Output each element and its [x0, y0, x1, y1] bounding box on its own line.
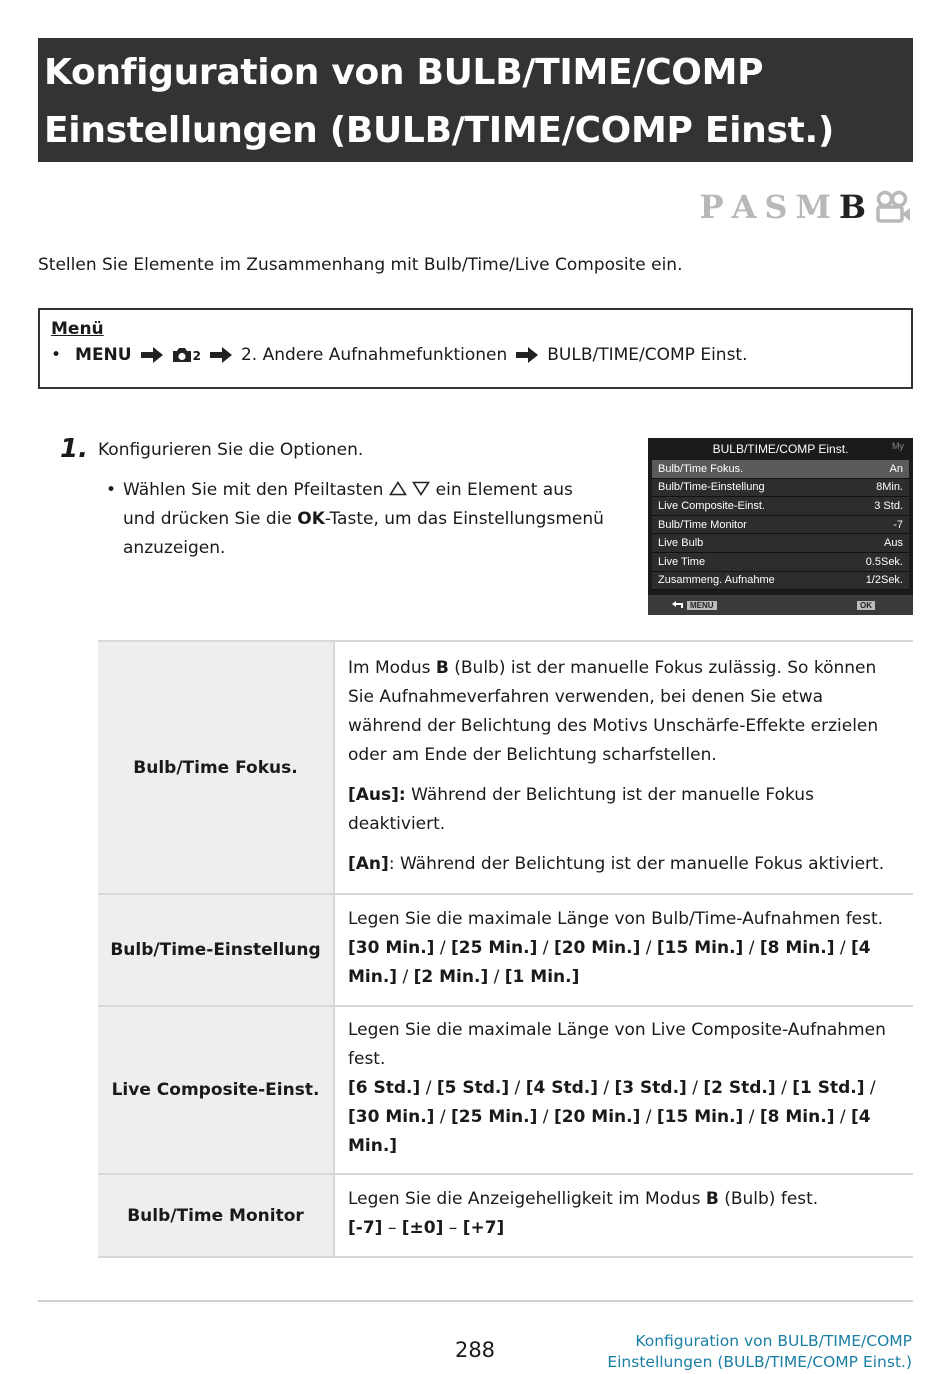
arrow-right-icon [515, 347, 539, 363]
description-paragraph [348, 654, 901, 770]
text-run: (Bulb) fest. [718, 1189, 819, 1209]
option-value: [6 Std.] [348, 1078, 421, 1098]
text-run: Im Modus [348, 657, 436, 678]
option-value: [1 Min.] [504, 967, 580, 987]
text-run: : Während der Belichtung ist der manuelle Fokus aktiviert. [388, 853, 885, 874]
option-value: [8 Min.] [759, 1107, 835, 1127]
setting-description [334, 1006, 913, 1174]
camera-menu-title: BULB/TIME/COMP Einst. [712, 442, 849, 456]
option-value: [4 Std.] [525, 1078, 598, 1098]
camera-menu-row-label: Live Composite-Einst. [658, 499, 765, 512]
camera-menu-row [652, 460, 909, 479]
option-value: [4 Min.] [348, 938, 871, 987]
option-separator: / [420, 1078, 437, 1098]
setting-description [334, 641, 913, 894]
footer-divider [38, 1300, 913, 1302]
page-title-line-1: Konfiguration von BULB/TIME/COMP [44, 52, 764, 93]
option-value: [8 Min.] [759, 938, 835, 958]
description-line: Legen Sie die maximale Länge von Bulb/Time-Aufnahmen fest. [348, 909, 884, 929]
option-separator: / [537, 1107, 554, 1127]
option-value: [4 Min.] [348, 1107, 871, 1156]
option-separator: / [834, 1107, 852, 1127]
description-line [348, 1185, 901, 1214]
option-value: [2 Std.] [703, 1078, 776, 1098]
option-separator: / [775, 1078, 793, 1098]
option-separator: / [834, 938, 852, 958]
brightness-range [348, 1214, 901, 1243]
camera-menu-screenshot [648, 438, 913, 615]
camera-menu-row-value: 0.5Sek. [865, 555, 903, 568]
option-value: [5 Std.] [436, 1078, 510, 1098]
page-title-line-2: Einstellungen (BULB/TIME/COMP Einst.) [44, 110, 835, 151]
mode-m-indicator: M [795, 188, 831, 226]
option-separator: / [488, 967, 505, 987]
option-separator: / [743, 938, 760, 958]
arrow-up-icon [389, 481, 407, 496]
camera-menu-row [652, 516, 909, 535]
option-term: [Aus]: [348, 784, 406, 805]
description-line: Legen Sie die maximale Länge von Live Composite-Aufnahmen fest. [348, 1020, 886, 1069]
camera-menu-row [652, 553, 909, 572]
option-separator: / [537, 938, 554, 958]
shooting-mode-indicators [700, 187, 912, 227]
camera-menu-row-value: 3 Std. [874, 499, 903, 512]
ok-key-label: OK [297, 509, 325, 529]
setting-label: Live Composite-Einst. [98, 1006, 334, 1174]
option-value: [15 Min.] [656, 1107, 744, 1127]
option-value: [15 Min.] [656, 938, 744, 958]
menu-heading: Menü [51, 319, 104, 339]
camera-menu-footer [648, 595, 913, 615]
arrow-down-icon [412, 481, 430, 496]
option-value: [25 Min.] [450, 938, 538, 958]
return-arrow-icon [672, 601, 684, 610]
option-separator: / [597, 1078, 615, 1098]
camera-menu-row-label: Bulb/Time Fokus. [658, 462, 744, 475]
option-value: [25 Min.] [450, 1107, 538, 1127]
option-value: [30 Min.] [348, 938, 435, 958]
camera-menu-row-value: 8Min. [876, 481, 903, 494]
table-row [98, 1006, 913, 1174]
camera-back-hint [672, 601, 717, 610]
step-bullet-pre: Wählen Sie mit den Pfeiltasten [123, 480, 384, 500]
camera-menu-row-value: 1/2Sek. [865, 574, 903, 587]
mode-a-indicator: A [731, 188, 757, 226]
camera-menu-list [652, 460, 909, 590]
menu-path-start: MENU [75, 345, 132, 365]
option-value: [2 Min.] [413, 967, 489, 987]
menu-path-step: 2. Andere Aufnahmefunktionen [240, 345, 508, 365]
range-min: [-7] [348, 1218, 383, 1238]
step-text: Konfigurieren Sie die Optionen. [98, 440, 364, 460]
arrow-right-icon [209, 347, 233, 363]
option-separator: / [640, 1107, 657, 1127]
text-run: Während der Belichtung ist der manuelle Fokus deaktiviert. [348, 784, 814, 834]
table-row [98, 1174, 913, 1257]
camera-menu-row-value: -7 [893, 518, 903, 531]
option-aus-paragraph [348, 781, 901, 839]
range-separator: – [382, 1218, 402, 1238]
mode-s-indicator: S [764, 188, 788, 226]
camera-icon [172, 347, 201, 363]
text-run: Legen Sie die Anzeigehelligkeit im Modus [348, 1189, 706, 1209]
camera-menu-row-label: Bulb/Time-Einstellung [658, 481, 765, 494]
setting-label: Bulb/Time-Einstellung [98, 894, 334, 1006]
arrow-right-icon [140, 347, 164, 363]
option-separator: / [509, 1078, 526, 1098]
page-number: 288 [454, 1338, 496, 1362]
section-link-line-1[interactable]: Konfiguration von BULB/TIME/COMP [635, 1332, 912, 1350]
range-mid: [±0] [401, 1218, 444, 1238]
section-link-line-2[interactable]: Einstellungen (BULB/TIME/COMP Einst.) [607, 1353, 912, 1371]
movie-camera-icon [874, 190, 912, 224]
option-value: [20 Min.] [553, 938, 641, 958]
camera-menu-tag: My [892, 441, 904, 451]
setting-label: Bulb/Time Monitor [98, 1174, 334, 1257]
camera-menu-row [652, 534, 909, 553]
option-separator: / [743, 1107, 760, 1127]
camera-menu-row [652, 497, 909, 516]
page-title [38, 38, 913, 162]
options-list [348, 934, 901, 992]
section-link[interactable] [607, 1331, 912, 1373]
camera-menu-row-value: An [889, 462, 903, 475]
step-bullet-post: -Taste, um das Einstellungsmenü anzuzeigen. [123, 509, 604, 558]
camera-menu-row-value: Aus [884, 537, 903, 550]
range-separator: – [443, 1218, 463, 1238]
intro-text: Stellen Sie Elemente im Zusammenhang mit Bulb/Time/Live Composite ein. [38, 255, 683, 275]
camera-menu-row [652, 572, 909, 591]
option-term: [An] [348, 853, 389, 874]
setting-label: Bulb/Time Fokus. [98, 641, 334, 894]
camera-menu-row-label: Bulb/Time Monitor [658, 518, 747, 531]
option-separator: / [397, 967, 414, 987]
step-number: 1. [60, 434, 88, 464]
option-value: [20 Min.] [553, 1107, 641, 1127]
camera-menu-row [652, 479, 909, 498]
camera-menu-row-label: Live Bulb [658, 537, 704, 550]
mode-b-term: B [435, 657, 449, 678]
option-separator: / [864, 1078, 876, 1098]
menu-path [51, 345, 911, 365]
option-separator: / [434, 1107, 451, 1127]
setting-description [334, 894, 913, 1006]
ok-button-badge: OK [857, 601, 875, 610]
table-row [98, 894, 913, 1006]
settings-table [98, 640, 913, 1258]
camera-menu-header [648, 438, 913, 460]
option-value: [3 Std.] [614, 1078, 687, 1098]
camera-menu-row-label: Live Time [658, 555, 706, 568]
step-bullet-mid: ein Element aus und drücken Sie die [123, 480, 573, 529]
setting-description [334, 1174, 913, 1257]
menu-path-box [38, 308, 913, 389]
table-row [98, 641, 913, 894]
camera-menu-row-label: Zusammeng. Aufnahme [658, 574, 775, 587]
option-value: [30 Min.] [348, 1107, 435, 1127]
option-an-paragraph [348, 850, 901, 879]
option-separator: / [640, 938, 657, 958]
menu-path-end: BULB/TIME/COMP Einst. [547, 345, 748, 365]
option-separator: / [434, 938, 451, 958]
camera-tab-number: 2 [192, 349, 201, 363]
option-value: [1 Std.] [792, 1078, 865, 1098]
step-bullet [106, 476, 606, 563]
mode-p-indicator: P [699, 188, 724, 226]
menu-bullet: • [51, 345, 62, 365]
mode-b-indicator: B [838, 188, 866, 226]
menu-button-badge: MENU [687, 601, 717, 610]
range-max: [+7] [462, 1218, 505, 1238]
text-run: (Bulb) ist der manuelle Fokus zulässig. So können Sie Aufnahmeverfahren verwenden, bei denen Sie etwa während der Belichtung des Motivs Unschärfe-Effekte erzielen oder am Ende der Belichtung scharfstellen. [348, 657, 879, 765]
options-list [348, 1074, 901, 1161]
bullet-dot: • [106, 480, 117, 500]
mode-b-term: B [705, 1189, 719, 1209]
option-separator: / [686, 1078, 704, 1098]
